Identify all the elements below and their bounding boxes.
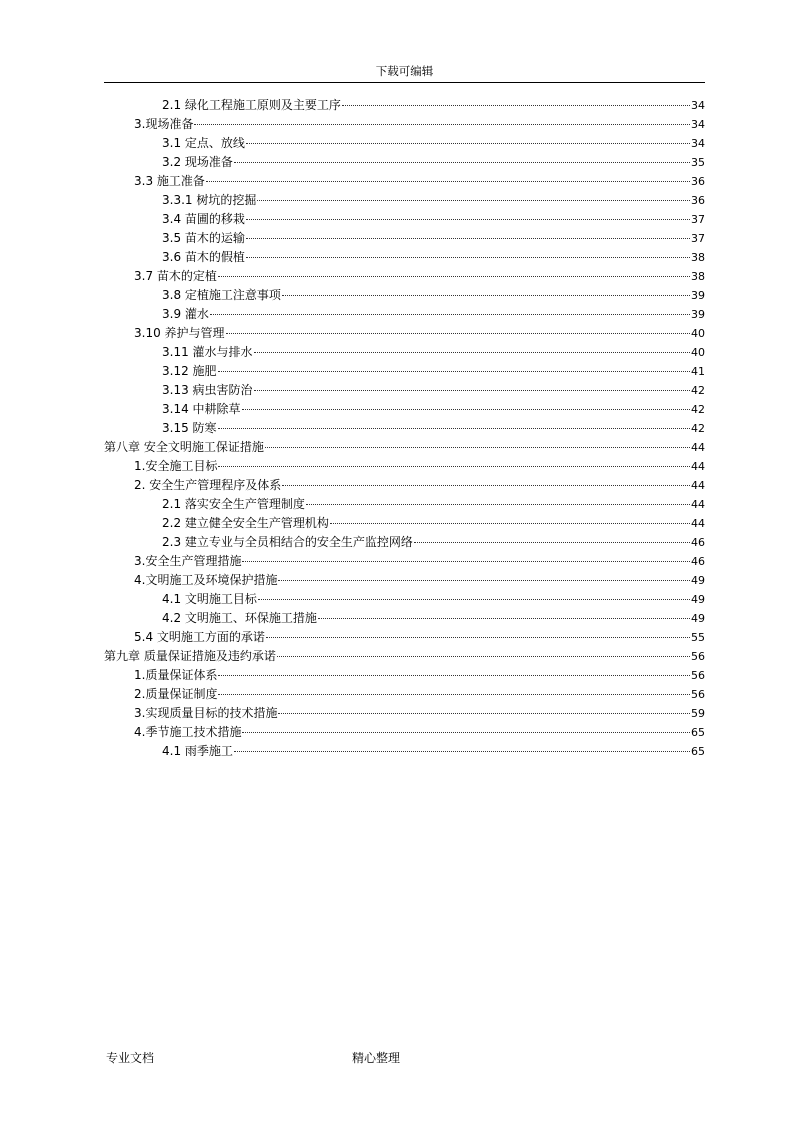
toc-entry-label: 4.2 文明施工、环保施工措施 [162,611,317,625]
toc-dot-leader [282,295,690,296]
toc-entry-label: 3.13 病虫害防治 [162,383,253,397]
toc-dot-leader [246,219,690,220]
toc-dot-leader [242,561,690,562]
toc-entry-label: 3.7 苗木的定植 [134,269,217,283]
toc-entry-label: 3.1 定点、放线 [162,136,245,150]
page-header: 下载可编辑 [375,64,434,78]
toc-entry-label: 2. 安全生产管理程序及体系 [134,478,282,492]
toc-entry[interactable] [104,704,705,723]
toc-entry-label: 2.1 绿化工程施工原则及主要工序 [162,98,341,112]
toc-entry-page: 38 [691,270,705,283]
toc-dot-leader [414,542,690,543]
table-of-contents [104,96,705,761]
toc-entry-page: 34 [691,137,705,150]
toc-entry-label: 1.安全施工目标 [134,459,218,473]
toc-entry-label: 3.安全生产管理措施 [134,554,242,568]
toc-entry-page: 37 [691,213,705,226]
toc-entry-page: 38 [691,251,705,264]
toc-entry-label: 3.实现质量目标的技术措施 [134,706,278,720]
toc-entry[interactable] [104,96,705,115]
toc-entry-page: 36 [691,194,705,207]
toc-dot-leader [246,143,690,144]
toc-entry-label: 3.3.1 树坑的挖掘 [162,193,257,207]
toc-entry-label: 第八章 安全文明施工保证措施 [104,440,264,454]
toc-dot-leader [210,314,690,315]
toc-entry-page: 49 [691,593,705,606]
toc-entry[interactable] [104,438,705,457]
toc-entry-label: 第九章 质量保证措施及违约承诺 [104,649,276,663]
toc-dot-leader [234,751,690,752]
toc-entry-page: 49 [691,612,705,625]
toc-entry-page: 49 [691,574,705,587]
toc-entry-page: 56 [691,650,705,663]
toc-entry-label: 5.4 文明施工方面的承诺 [134,630,265,644]
toc-entry-label: 2.质量保证制度 [134,687,218,701]
toc-dot-leader [242,732,690,733]
toc-entry-page: 44 [691,460,705,473]
toc-entry-page: 56 [691,688,705,701]
toc-dot-leader [242,409,690,410]
toc-entry-label: 3.14 中耕除草 [162,402,241,416]
toc-dot-leader [330,523,690,524]
toc-entry-label: 3.15 防寒 [162,421,217,435]
toc-entry-page: 65 [691,726,705,739]
toc-dot-leader [218,675,690,676]
toc-entry-label: 4.1 文明施工目标 [162,592,257,606]
toc-dot-leader [246,238,690,239]
toc-entry[interactable] [104,723,705,742]
toc-entry-page: 44 [691,498,705,511]
toc-entry[interactable] [104,210,705,229]
toc-dot-leader [277,656,690,657]
toc-entry[interactable] [104,685,705,704]
toc-dot-leader [234,162,690,163]
toc-dot-leader [266,637,690,638]
footer-right-text: 精心整理 [352,1051,401,1065]
toc-dot-leader [278,713,690,714]
toc-dot-leader [218,371,690,372]
toc-entry[interactable] [104,457,705,476]
toc-entry-label: 3.5 苗木的运输 [162,231,245,245]
toc-dot-leader [226,333,690,334]
toc-entry[interactable] [104,381,705,400]
toc-entry-label: 1.质量保证体系 [134,668,218,682]
toc-entry-page: 37 [691,232,705,245]
toc-entry[interactable] [104,476,705,495]
toc-entry-label: 3.现场准备 [134,117,194,131]
toc-dot-leader [218,276,690,277]
toc-entry-page: 39 [691,289,705,302]
toc-entry-label: 3.2 现场准备 [162,155,233,169]
toc-entry[interactable] [104,571,705,590]
toc-entry[interactable] [104,248,705,267]
toc-entry-page: 65 [691,745,705,758]
toc-entry-page: 39 [691,308,705,321]
toc-entry-page: 41 [691,365,705,378]
toc-entry-page: 44 [691,441,705,454]
toc-entry-page: 46 [691,555,705,568]
toc-dot-leader [318,618,690,619]
header-rule [104,82,705,83]
toc-dot-leader [254,352,690,353]
toc-entry-label: 3.8 定植施工注意事项 [162,288,281,302]
toc-entry[interactable] [104,609,705,628]
toc-entry-page: 42 [691,422,705,435]
toc-entry-label: 2.1 落实安全生产管理制度 [162,497,305,511]
toc-entry[interactable] [104,305,705,324]
toc-entry-label: 4.1 雨季施工 [162,744,233,758]
toc-entry[interactable] [104,172,705,191]
toc-dot-leader [342,105,690,106]
toc-entry[interactable] [104,590,705,609]
toc-entry[interactable] [104,324,705,343]
toc-entry-label: 3.3 施工准备 [134,174,205,188]
toc-entry[interactable] [104,153,705,172]
toc-entry-label: 3.6 苗木的假植 [162,250,245,264]
toc-entry[interactable] [104,229,705,248]
toc-entry-page: 42 [691,384,705,397]
toc-entry-label: 3.11 灌水与排水 [162,345,253,359]
toc-dot-leader [254,390,690,391]
toc-entry[interactable] [104,552,705,571]
toc-entry[interactable] [104,134,705,153]
toc-entry[interactable] [104,362,705,381]
toc-entry[interactable] [104,742,705,761]
toc-dot-leader [218,466,690,467]
toc-entry-page: 40 [691,346,705,359]
toc-entry-page: 44 [691,479,705,492]
footer-left-text: 专业文档 [106,1051,155,1065]
toc-entry-page: 34 [691,99,705,112]
toc-entry-page: 42 [691,403,705,416]
toc-entry[interactable] [104,514,705,533]
toc-entry-label: 4.文明施工及环境保护措施 [134,573,278,587]
toc-dot-leader [206,181,690,182]
toc-entry-label: 3.9 灌水 [162,307,209,321]
toc-entry[interactable] [104,647,705,666]
toc-entry[interactable] [104,628,705,647]
toc-entry-label: 4.季节施工技术措施 [134,725,242,739]
toc-entry-page: 40 [691,327,705,340]
toc-entry[interactable] [104,115,705,134]
toc-entry-label: 2.2 建立健全安全生产管理机构 [162,516,329,530]
toc-entry[interactable] [104,419,705,438]
toc-entry[interactable] [104,495,705,514]
toc-dot-leader [218,694,690,695]
toc-dot-leader [282,485,690,486]
toc-entry-page: 46 [691,536,705,549]
toc-entry-label: 3.10 养护与管理 [134,326,225,340]
toc-entry[interactable] [104,286,705,305]
toc-entry-page: 44 [691,517,705,530]
toc-entry-page: 56 [691,669,705,682]
toc-entry-label: 2.3 建立专业与全员相结合的安全生产监控网络 [162,535,413,549]
toc-entry[interactable] [104,267,705,286]
toc-dot-leader [306,504,690,505]
toc-entry-page: 36 [691,175,705,188]
toc-dot-leader [278,580,690,581]
toc-entry[interactable] [104,666,705,685]
toc-entry[interactable] [104,343,705,362]
toc-entry-label: 3.4 苗圃的移栽 [162,212,245,226]
toc-entry-page: 55 [691,631,705,644]
toc-entry[interactable] [104,533,705,552]
toc-entry[interactable] [104,400,705,419]
toc-dot-leader [194,124,690,125]
toc-dot-leader [265,447,690,448]
toc-dot-leader [218,428,690,429]
toc-entry[interactable] [104,191,705,210]
toc-entry-page: 35 [691,156,705,169]
toc-entry-page: 59 [691,707,705,720]
toc-entry-label: 3.12 施肥 [162,364,217,378]
toc-dot-leader [258,599,690,600]
toc-dot-leader [257,200,690,201]
toc-dot-leader [246,257,690,258]
toc-entry-page: 34 [691,118,705,131]
